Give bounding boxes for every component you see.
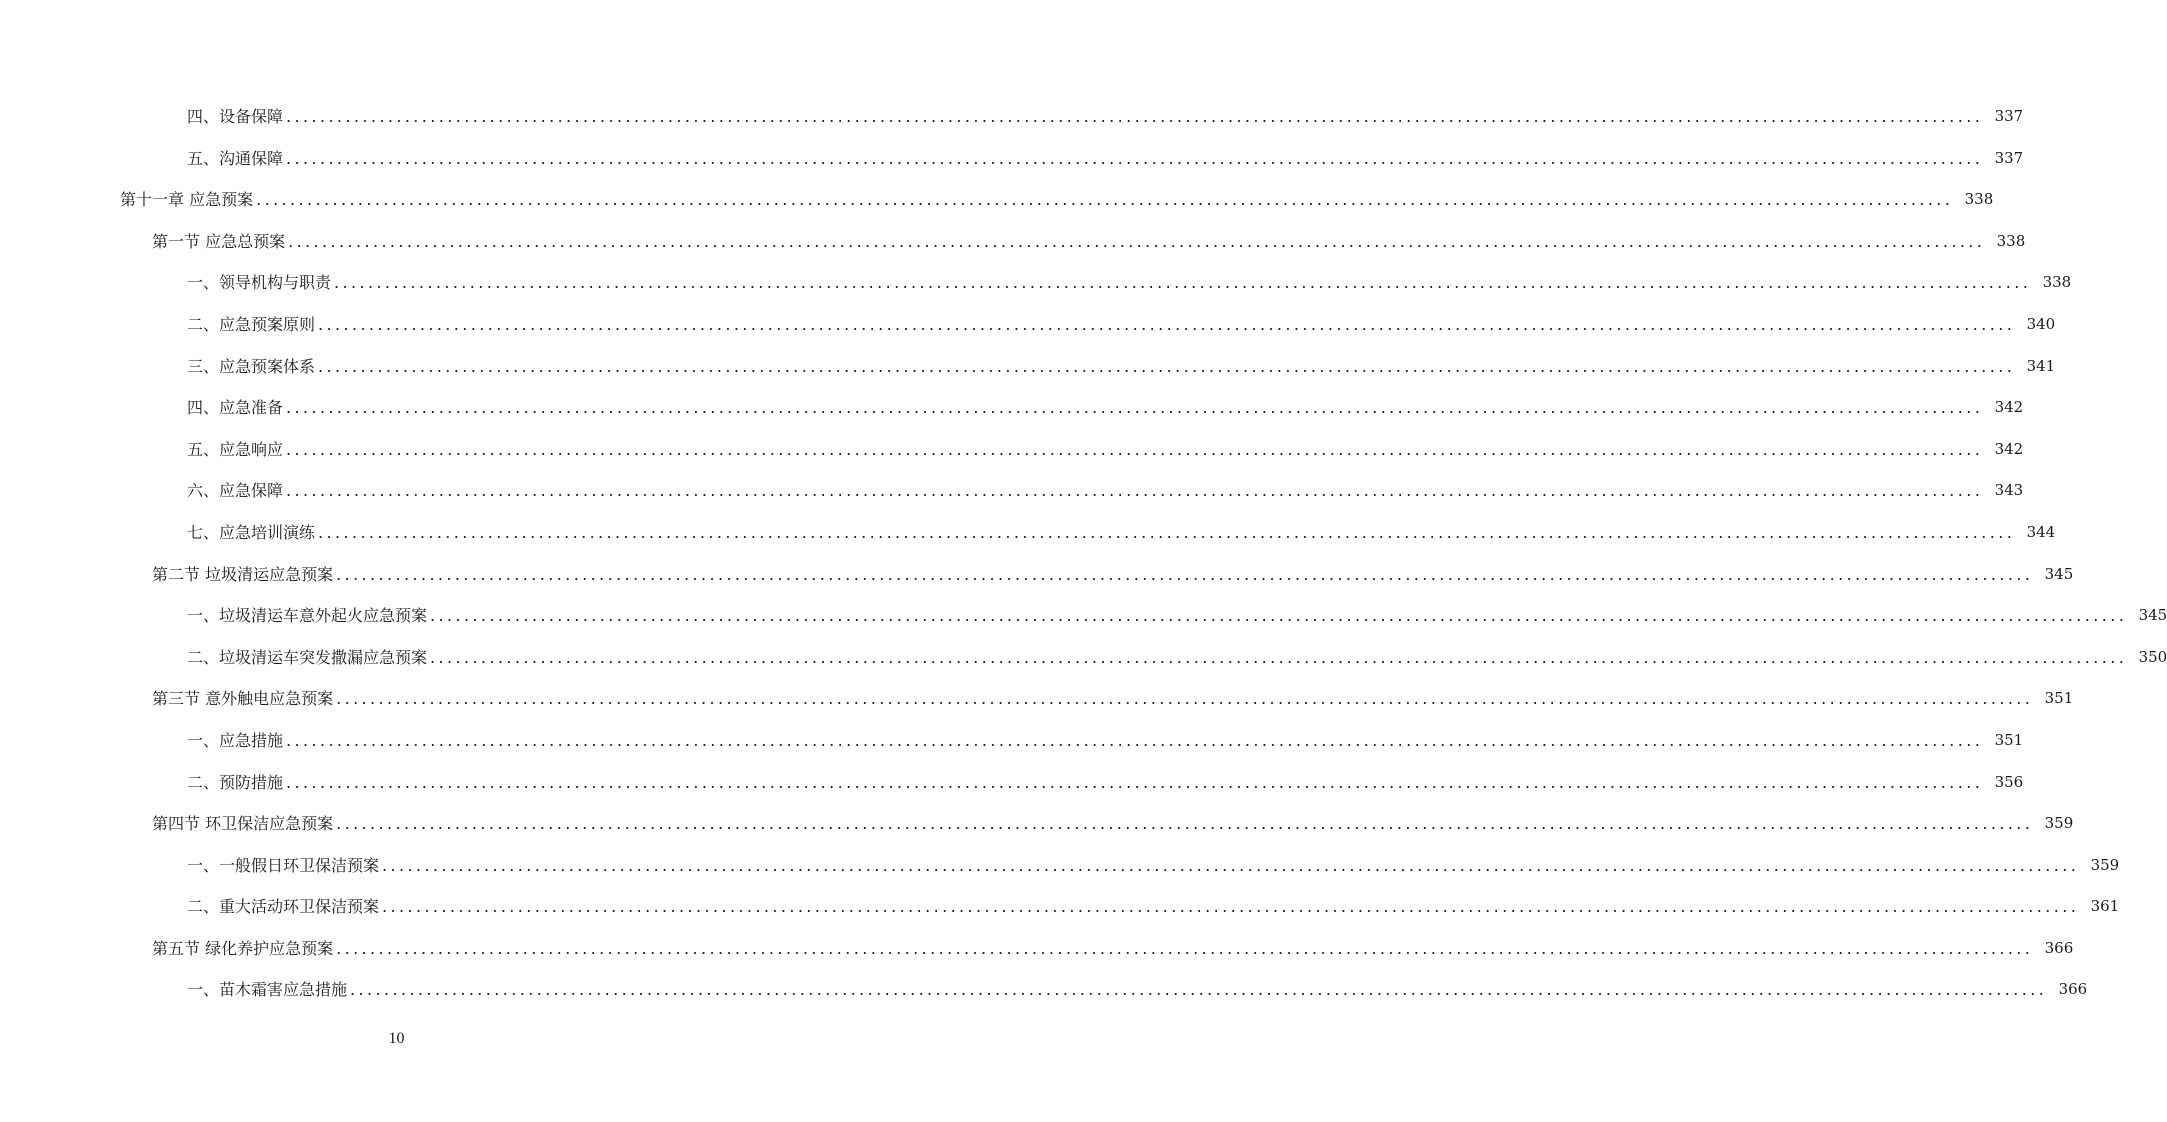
- toc-entry-page: 337: [1994, 148, 2024, 167]
- toc-entry-page: 337: [1994, 107, 2024, 125]
- toc-entry[interactable]: [0, 886, 2120, 928]
- toc-entry-title: 一、苗木霜害应急措施: [187, 980, 348, 1000]
- toc-entry-title: 一、垃圾清运车意外起火应急预案: [187, 606, 428, 626]
- toc-dot-leader: ........................................................................................................................................................................................................: [286, 772, 1984, 792]
- page-number: 10: [388, 1030, 405, 1047]
- toc-dot-leader: ........................................................................................................................................................................................................: [334, 273, 2032, 293]
- toc-dot-leader: ........................................................................................................................................................................................................: [350, 980, 2048, 1000]
- toc-entry-page: 345: [2044, 564, 2074, 583]
- toc-entry-page: 338: [1996, 231, 2026, 250]
- toc-entry-title: 四、设备保障: [187, 107, 284, 126]
- toc-entry-page: 366: [2044, 938, 2074, 957]
- toc-entry-page: 361: [2090, 897, 2120, 916]
- toc-entry-page: 338: [1964, 190, 1994, 209]
- toc-entry[interactable]: [0, 346, 2056, 388]
- toc-entry-title: 一、一般假日环卫保洁预案: [187, 855, 380, 875]
- toc-entry[interactable]: [0, 595, 2167, 637]
- toc-dot-leader: ........................................................................................................................................................................................................: [286, 148, 1984, 168]
- toc-entry-title: 三、应急预案体系: [187, 356, 316, 376]
- toc-entry[interactable]: [0, 720, 2024, 762]
- toc-entry-page: 359: [2044, 814, 2074, 833]
- toc-entry[interactable]: [0, 803, 2074, 845]
- toc-entry-title: 第二节 垃圾清运应急预案: [152, 564, 334, 584]
- toc-entry-title: 五、应急响应: [187, 439, 284, 459]
- toc-entry-page: 351: [1994, 730, 2024, 749]
- toc-entry-title: 二、重大活动环卫保洁预案: [187, 897, 380, 917]
- toc-entry[interactable]: [0, 969, 2088, 1011]
- toc-entry[interactable]: [0, 762, 2024, 804]
- toc-entry-page: 366: [2058, 980, 2088, 999]
- toc-entry-page: 338: [2042, 273, 2072, 292]
- toc-entry[interactable]: [0, 845, 2120, 887]
- toc-entry[interactable]: [0, 96, 2024, 138]
- toc-entry[interactable]: [0, 637, 2167, 679]
- toc-dot-leader: ........................................................................................................................................................................................................: [286, 439, 1984, 459]
- toc-entry-title: 第三节 意外触电应急预案: [152, 689, 334, 709]
- toc-dot-leader: ........................................................................................................................................................................................................: [318, 314, 2016, 334]
- toc-entry-title: 第一节 应急总预案: [152, 231, 286, 251]
- toc-dot-leader: ........................................................................................................................................................................................................: [336, 938, 2034, 958]
- toc-entry-page: 359: [2090, 855, 2120, 874]
- toc-entry-title: 一、领导机构与职责: [187, 273, 332, 293]
- toc-dot-leader: ........................................................................................................................................................................................................: [336, 689, 2034, 709]
- toc-entry-page: 342: [1994, 439, 2024, 458]
- toc-entry-page: 342: [1994, 398, 2024, 417]
- toc-entry-title: 二、预防措施: [187, 772, 284, 792]
- toc-entry-page: 340: [2026, 314, 2056, 333]
- toc-entry[interactable]: [0, 387, 2024, 429]
- toc-dot-leader: ........................................................................................................................................................................................................: [286, 730, 1984, 750]
- toc-entry[interactable]: [0, 928, 2074, 970]
- toc-dot-leader: ........................................................................................................................................................................................................: [288, 231, 1986, 251]
- toc-entry[interactable]: [0, 304, 2056, 346]
- toc-entry[interactable]: [0, 138, 2024, 180]
- toc-entry-title: 四、应急准备: [187, 398, 284, 418]
- toc-dot-leader: ........................................................................................................................................................................................................: [256, 190, 1954, 210]
- toc-entry[interactable]: [0, 221, 2026, 263]
- toc-entry-title: 第五节 绿化养护应急预案: [152, 938, 334, 958]
- toc-entry-page: 343: [1994, 481, 2024, 500]
- toc-entry-page: 345: [2138, 606, 2167, 625]
- toc-entry[interactable]: [0, 262, 2072, 304]
- toc-dot-leader: ........................................................................................................................................................................................................: [382, 897, 2080, 917]
- toc-dot-leader: ........................................................................................................................................................................................................: [286, 398, 1984, 418]
- toc-dot-leader: ........................................................................................................................................................................................................: [318, 356, 2016, 376]
- toc-entry-page: 341: [2026, 356, 2056, 375]
- toc-entry[interactable]: [0, 554, 2074, 596]
- toc-entry-page: 350: [2138, 647, 2167, 666]
- toc-dot-leader: ........................................................................................................................................................................................................: [430, 647, 2128, 667]
- toc-entry-title: 二、应急预案原则: [187, 314, 316, 334]
- toc-entry-page: 351: [2044, 689, 2074, 708]
- toc-entry[interactable]: [0, 512, 2056, 554]
- toc-entry-page: 344: [2026, 522, 2056, 541]
- toc-dot-leader: ........................................................................................................................................................................................................: [286, 107, 1984, 126]
- toc-dot-leader: ........................................................................................................................................................................................................: [286, 481, 1984, 501]
- toc-entry-title: 七、应急培训演练: [187, 522, 316, 542]
- table-of-contents: [0, 96, 2167, 1011]
- toc-entry[interactable]: [0, 429, 2024, 471]
- toc-dot-leader: ........................................................................................................................................................................................................: [336, 564, 2034, 584]
- toc-dot-leader: ........................................................................................................................................................................................................: [336, 814, 2034, 834]
- toc-entry-page: 356: [1994, 772, 2024, 791]
- toc-dot-leader: ........................................................................................................................................................................................................: [318, 522, 2016, 542]
- toc-entry-title: 二、垃圾清运车突发撒漏应急预案: [187, 647, 428, 667]
- toc-entry-title: 第十一章 应急预案: [120, 190, 254, 210]
- toc-entry-title: 六、应急保障: [187, 481, 284, 501]
- toc-dot-leader: ........................................................................................................................................................................................................: [430, 606, 2128, 626]
- toc-entry-title: 一、应急措施: [187, 730, 284, 750]
- toc-entry-title: 五、沟通保障: [187, 148, 284, 168]
- toc-entry[interactable]: [0, 678, 2074, 720]
- toc-dot-leader: ........................................................................................................................................................................................................: [382, 855, 2080, 875]
- toc-entry-title: 第四节 环卫保洁应急预案: [152, 814, 334, 834]
- toc-entry[interactable]: [0, 179, 1994, 221]
- toc-entry[interactable]: [0, 470, 2024, 512]
